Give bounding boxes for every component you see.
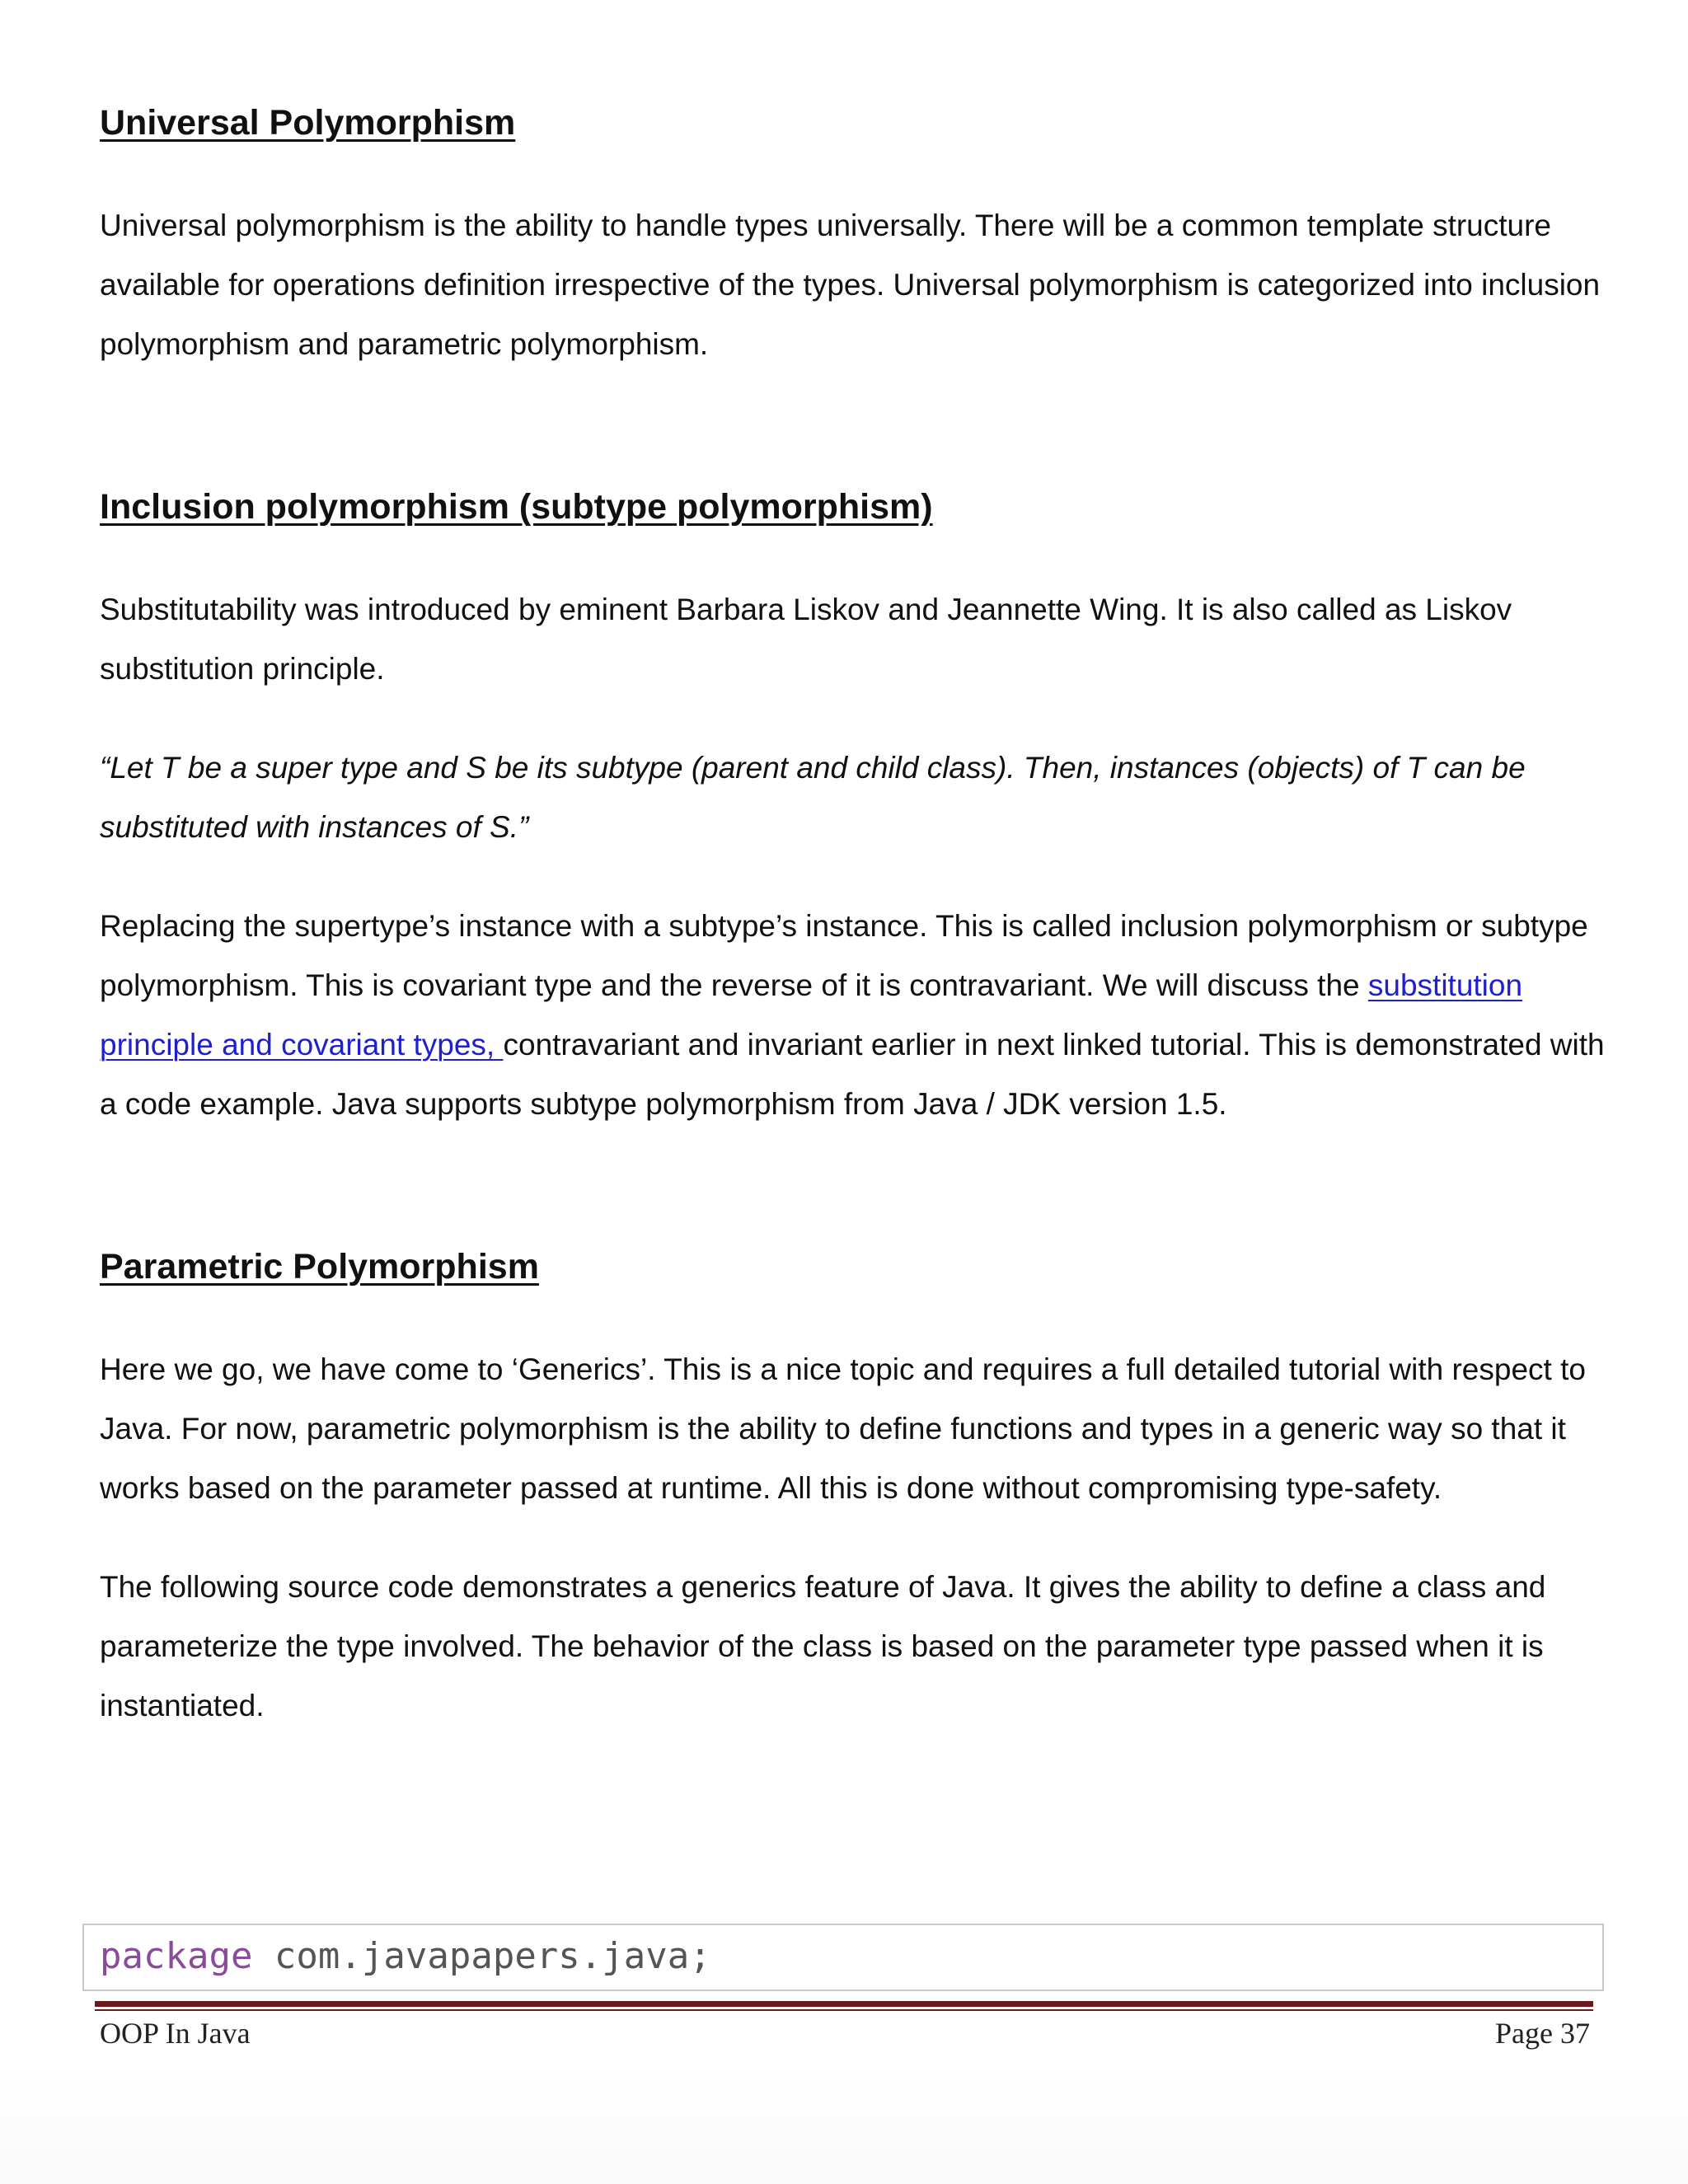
substitution-principle-link[interactable]: substitution principle and covariant types, xyxy=(100,968,1523,1062)
page-content xyxy=(100,97,1608,1736)
universal-polymorphism-paragraph: Universal polymorphism is the ability to handle types universally. There will be a common template structure available for operations definition irrespective of the types. Universal polymorphism is categorized into inclusion polymorphism and parametric polymorphism. xyxy=(100,209,1601,361)
section-heading-parametric-polymorphism: Parametric Polymorphism xyxy=(100,1247,539,1286)
substitutability-paragraph: Substitutability was introduced by eminent Barbara Liskov and Jeannette Wing. It is also called as Liskov substitution principle. xyxy=(100,593,1512,686)
code-package-name: com.javapapers.java; xyxy=(252,1935,711,1977)
page-number: Page 37 xyxy=(1495,2017,1590,2050)
liskov-quote: “Let T be a super type and S be its subtype (parent and child class). Then, instances (objects) of T can be substituted with instances of S.” xyxy=(100,751,1526,844)
generics-paragraph: Here we go, we have come to ‘Generics’. This is a nice topic and requires a full detailed tutorial with respect to Java. For now, parametric polymorphism is the ability to define functions and types in a generic way so that it works based on the parameter passed at runtime. All this is done without compromising type-safety. xyxy=(100,1352,1586,1505)
code-keyword: package xyxy=(100,1935,253,1977)
footer-divider-thick xyxy=(95,2001,1593,2007)
section-heading-inclusion-polymorphism: Inclusion polymorphism (subtype polymorphism) xyxy=(100,487,933,527)
section-heading-universal-polymorphism: Universal Polymorphism xyxy=(100,103,516,143)
subtype-paragraph-rest: contravariant and invariant earlier in next linked tutorial. This is demonstrated with a code example. Java supports subtype polymorphism from Java / JDK version 1.5. xyxy=(100,1028,1605,1121)
page-bottom-margin xyxy=(0,2060,1688,2184)
subtype-paragraph xyxy=(100,897,1608,1134)
footer-divider-thin xyxy=(95,2009,1593,2011)
code-block xyxy=(82,1924,1604,1991)
subtype-paragraph-intro: Replacing the supertype’s instance with a subtype’s instance. This is called inclusion polymorphism or subtype polymorphism. This is covariant type and the reverse of it is contravariant. We will discuss the xyxy=(100,909,1588,1002)
code-line-package xyxy=(100,1932,711,1981)
footer-title: OOP In Java xyxy=(100,2017,251,2050)
generics-source-paragraph: The following source code demonstrates a generics feature of Java. It gives the ability to define a class and parameterize the type involved. The behavior of the class is based on the parameter type passed when it is instantiated. xyxy=(100,1570,1546,1722)
